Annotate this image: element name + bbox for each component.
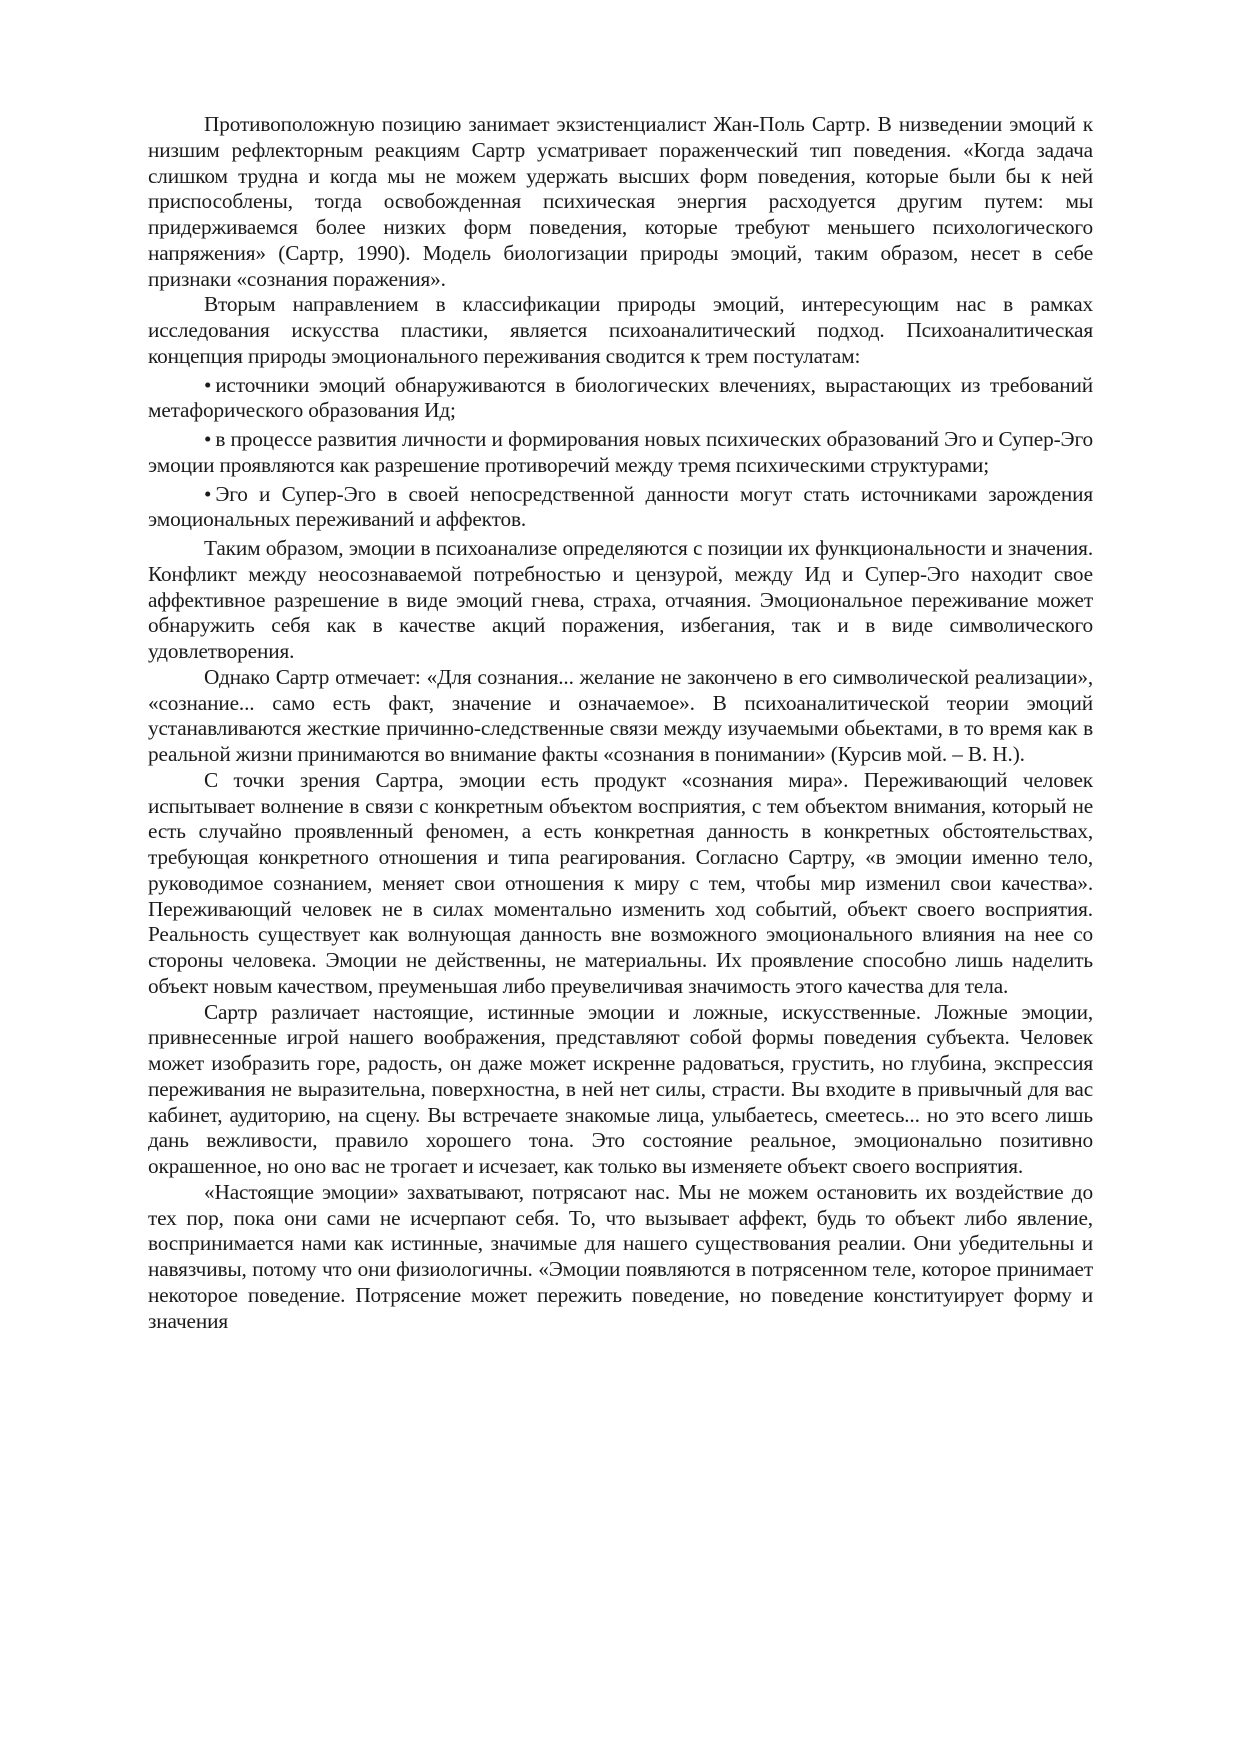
- bullet-text: в процессе развития личности и формирования новых психических образований Эго и Супер-Эго эмоции проявляются как разрешение противоречий между тремя психическими структурами;: [148, 427, 1093, 477]
- document-page: [148, 112, 1093, 1334]
- paragraph: Сартр различает настоящие, истинные эмоции и ложные, искусственные. Ложные эмоции, привнесенные игрой нашего воображения, представляют собой формы поведения субъекта. Человек может изобразить горе, радость, он даже может искренне радоваться, грустить, но глубина, экспрессия переживания не выразительна, поверхностна, в ней нет силы, страсти. Вы входите в привычный для вас кабинет, аудиторию, на сцену. Вы встречаете знакомые лица, улыбаетесь, смеетесь... но это всего лишь дань вежливости, правило хорошего тона. Это состояние реальное, эмоционально позитивно окрашенное, но оно вас не трогает и исчезает, как только вы изменяете объект своего восприятия.: [148, 999, 1093, 1178]
- bullet-text: источники эмоций обнаруживаются в биологических влечениях, вырастающих из требований метафорического образования Ид;: [148, 372, 1093, 423]
- bullet-item: [148, 373, 1093, 425]
- bullet-item: [148, 482, 1093, 534]
- paragraph: Однако Сартр отмечает: «Для сознания... желание не закончено в его символической реализации», «сознание... само есть факт, значение и означаемое». В психоаналитической теории эмоций устанавливаются жесткие причинно-следственные связи между изучаемыми обьектами, в то время как в реальной жизни принимаются во внимание факты «сознания в понимании» (Курсив мой. – В. Н.).: [148, 664, 1093, 766]
- bullet-item: [148, 427, 1093, 479]
- bullet-icon: •: [204, 427, 212, 451]
- paragraph: С точки зрения Сартра, эмоции есть продукт «сознания мира». Переживающий человек испытывает волнение в связи с конкретным объектом восприятия, с тем объектом внимания, который не есть случайно проявленный феномен, а есть конкретная данность в конкретных обстоятельствах, требующая конкретного отношения и типа реагирования. Согласно Сартру, «в эмоции именно тело, руководимое сознанием, меняет свои отношения к миру с тем, чтобы мир изменил свои качества». Переживающий человек не в силах моментально изменить ход событий, объект своего восприятия. Реальность существует как волнующая данность вне возможного эмоционального влияния на нее со стороны человека. Эмоции не действенны, не материальны. Их проявление способно лишь наделить объект новым качеством, преуменьшая либо преувеличивая значимость этого качества для тела.: [148, 767, 1093, 998]
- paragraph: «Настоящие эмоции» захватывают, потрясают нас. Мы не можем остановить их воздействие до тех пор, пока они сами не исчерпают себя. То, что вызывает аффект, будь то объект либо явление, воспринимается нами как истинные, значимые для нашего существования реалии. Они убедительны и навязчивы, потому что они физиологичны. «Эмоции появляются в потрясенном теле, которое принимает некоторое поведение. Потрясение может пережить поведение, но поведение конституирует форму и значения: [148, 1179, 1093, 1333]
- bullet-icon: •: [204, 481, 212, 506]
- paragraph: Противоположную позицию занимает экзистенциалист Жан-Поль Сартр. В низведении эмоций к низшим рефлекторным реакциям Сартр усматривает пораженческий тип поведения. «Когда задача слишком трудна и когда мы не можем удержать высших форм поведения, которые были бы к ней приспособлены, тогда освобожденная психическая энергия расходуется другим путем: мы придерживаемся более низких форм поведения, которые требуют меньшего психологического напряжения» (Сартр, 1990). Модель биологизации природы эмоций, таким образом, несет в себе признаки «сознания поражения».: [148, 112, 1093, 291]
- bullet-icon: •: [204, 372, 212, 397]
- paragraph: Таким образом, эмоции в психоанализе определяются с позиции их функциональности и значения. Конфликт между неосознаваемой потребностью и цензурой, между Ид и Супер-Эго находит свое аффективное разрешение в виде эмоций гнева, страха, отчаяния. Эмоциональное переживание может обнаружить себя как в качестве акций поражения, избегания, так и в виде символического удовлетворения.: [148, 536, 1093, 663]
- paragraph: Вторым направлением в классификации природы эмоций, интересующим нас в рамках исследования искусства пластики, является психоаналитический подход. Психоаналитическая концепция природы эмоционального переживания сводится к трем постулатам:: [148, 292, 1093, 368]
- bullet-text: Эго и Супер-Эго в своей непосредственной данности могут стать источниками зарождения эмоциональных переживаний и аффектов.: [148, 481, 1093, 532]
